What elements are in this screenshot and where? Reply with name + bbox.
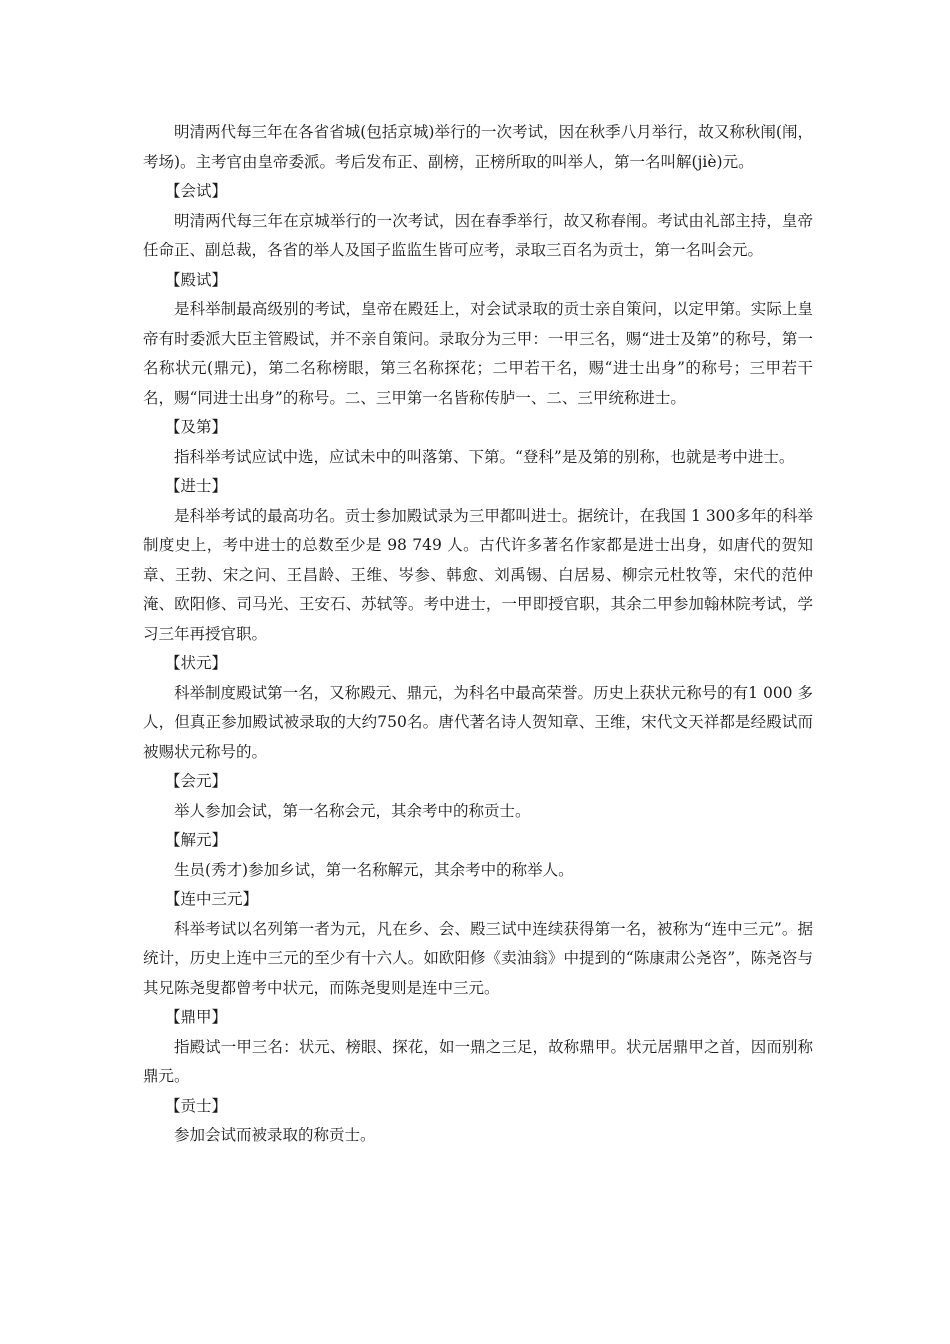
section-heading-huishi: 【会试】 bbox=[165, 182, 228, 200]
section-text-huiyuan: 举人参加会试，第一名称会元，其余考中的称贡士。 bbox=[174, 801, 531, 820]
section-heading-jidi: 【及第】 bbox=[165, 418, 228, 436]
section-text-dingjia: 指殿试一甲三名：状元、榜眼、探花，如一鼎之三足，故称鼎甲。状元居鼎甲之首，因而别称鼎元。 bbox=[143, 1037, 813, 1085]
section-text-jieyuan: 生员(秀才)参加乡试，第一名称解元，其余考中的称举人。 bbox=[174, 860, 574, 879]
section-heading-jieyuan: 【解元】 bbox=[165, 831, 228, 849]
section-heading-gongshi: 【贡士】 bbox=[165, 1096, 228, 1115]
section-heading-zhuangyuan: 【状元】 bbox=[165, 654, 228, 672]
section-text-jinshi: 是科举考试的最高功名。贡士参加殿试录为三甲都叫进士。据统计，在我国 1 300多年的科举制度史上，考中进士的总数至少是 98 749 人。古代许多著名作家都是进士出身，如唐代的贺知章、王勃、宋之问、王昌龄、王维、岑参、韩愈、刘禹锡、白居易、柳宗元杜牧等，宋代的范仲淹、欧阳修、司马光、王安石、苏轼等。考中进士，一甲即授官职，其余二甲参加翰林院考试，学习三年再授官职。 bbox=[143, 506, 813, 643]
section-text-dianshi: 是科举制最高级别的考试，皇帝在殿廷上，对会试录取的贡士亲自策问，以定甲第。实际上皇帝有时委派大臣主管殿试，并不亲自策问。录取分为三甲：一甲三名，赐“进士及第”的称号，第一名称状元(鼎元)，第二名称榜眼，第三名称探花；二甲若干名，赐“进士出身”的称号；三甲若干名，赐“同进士出身”的称号。二、三甲第一名皆称传胪一、二、三甲统称进士。 bbox=[143, 300, 813, 407]
section-text-gongshi: 参加会试而被录取的称贡士。 bbox=[174, 1126, 376, 1144]
section-heading-dingjia: 【鼎甲】 bbox=[165, 1008, 228, 1026]
section-text-zhuangyuan: 科举制度殿试第一名，又称殿元、鼎元，为科名中最高荣誉。历史上获状元称号的有1 000 多人，但真正参加殿试被录取的大约750名。唐代著名诗人贺知章、王维，宋代文天祥都是经殿试而被赐状元称号的。 bbox=[143, 683, 813, 761]
section-heading-dianshi: 【殿试】 bbox=[165, 270, 228, 289]
section-heading-lianzhongsanyuan: 【连中三元】 bbox=[165, 890, 259, 908]
section-text-huishi: 明清两代每三年在京城举行的一次考试，因在春季举行，故又称春闱。考试由礼部主持，皇帝任命正、副总裁，各省的举人及国子监监生皆可应考，录取三百名为贡士，第一名叫会元。 bbox=[143, 211, 813, 259]
section-heading-jinshi: 【进士】 bbox=[165, 477, 228, 495]
document-body bbox=[143, 118, 813, 1151]
intro-paragraph: 明清两代每三年在各省省城(包括京城)举行的一次考试，因在秋季八月举行，故又称秋闱(闱，考场)。主考官由皇帝委派。考后发布正、副榜，正榜所取的叫举人，第一名叫解(jiè)元。 bbox=[143, 123, 813, 171]
section-text-jidi: 指科举考试应试中选，应试未中的叫落第、下第。“登科”是及第的别称，也就是考中进士。 bbox=[174, 447, 795, 466]
section-text-lianzhongsanyuan: 科举考试以名列第一者为元，凡在乡、会、殿三试中连续获得第一名，被称为“连中三元”。据统计，历史上连中三元的至少有十六人。如欧阳修《卖油翁》中提到的“陈康肃公尧咨”，陈尧咨与其兄陈尧叟都曾考中状元，而陈尧叟则是连中三元。 bbox=[143, 919, 813, 997]
section-heading-huiyuan: 【会元】 bbox=[165, 772, 228, 790]
